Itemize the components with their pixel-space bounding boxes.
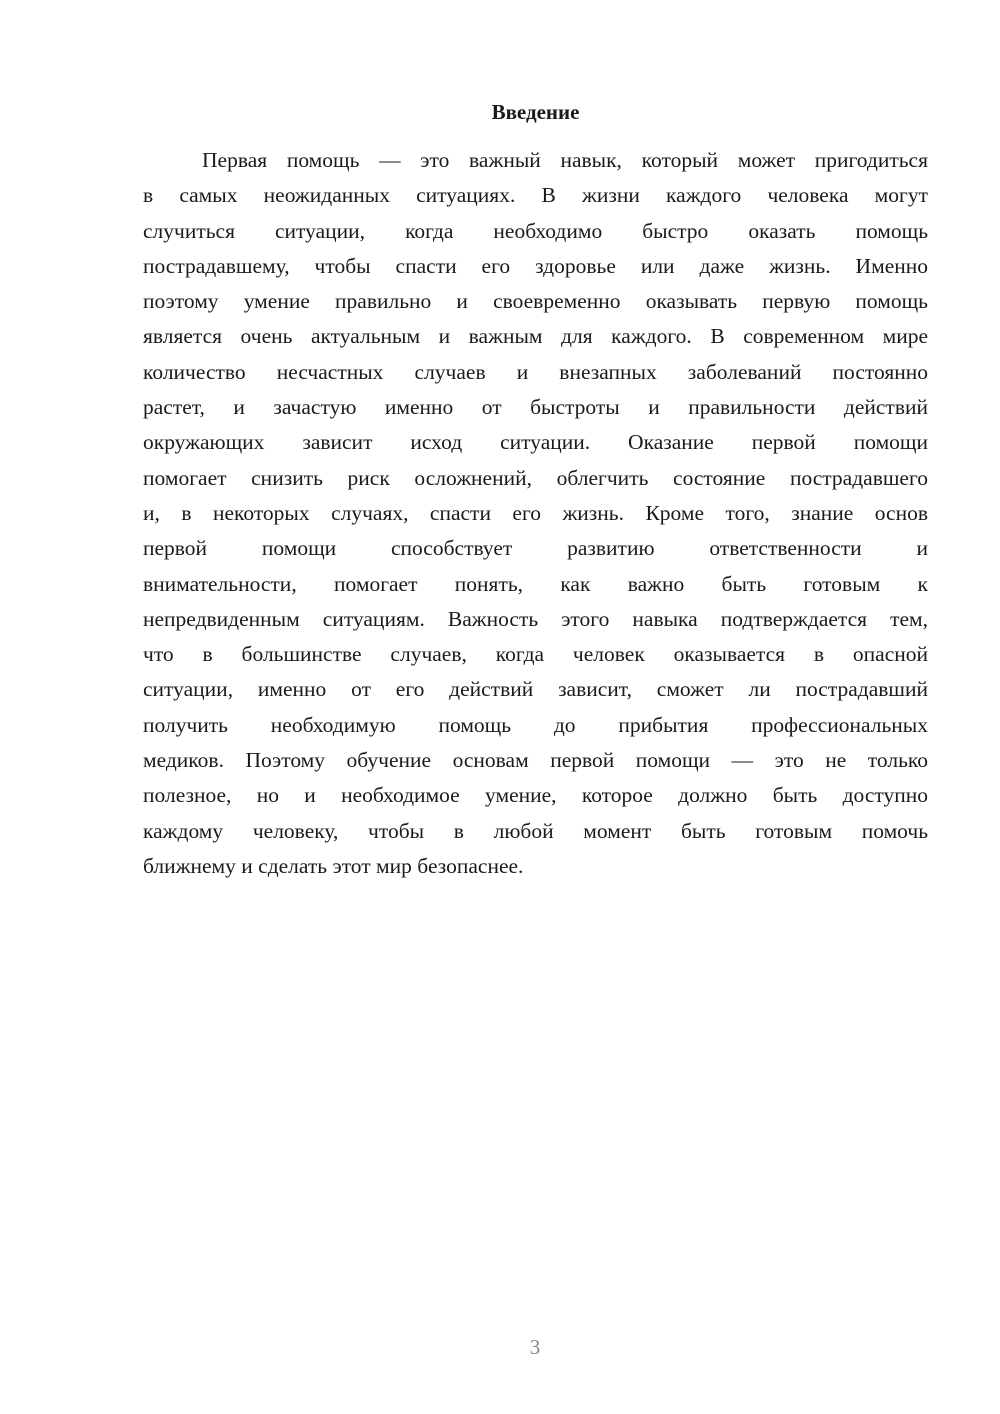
- page-number: 3: [529, 1335, 541, 1359]
- paragraph-line: поэтому умение правильно и своевременно оказывать первую помощь: [143, 289, 928, 314]
- paragraph-line: и, в некоторых случаях, спасти его жизнь. Кроме того, знание основ: [143, 500, 928, 525]
- paragraph-line: ситуации, именно от его действий зависит, сможет ли пострадавший: [143, 677, 928, 702]
- paragraph-line: является очень актуальным и важным для каждого. В современном мире: [143, 324, 928, 349]
- paragraph-line: медиков. Поэтому обучение основам первой помощи — это не только: [143, 748, 928, 773]
- paragraph-line: что в большинстве случаев, когда человек оказывается в опасной: [143, 642, 928, 667]
- paragraph-line: первой помощи способствует развитию ответственности и: [143, 536, 928, 561]
- paragraph-line: количество несчастных случаев и внезапных заболеваний постоянно: [143, 359, 928, 384]
- paragraph-line: пострадавшему, чтобы спасти его здоровье или даже жизнь. Именно: [143, 253, 928, 278]
- paragraph-line: полезное, но и необходимое умение, которое должно быть доступно: [143, 783, 928, 808]
- paragraph-line: каждому человеку, чтобы в любой момент быть готовым помочь: [143, 818, 928, 843]
- paragraph-line: растет, и зачастую именно от быстроты и правильности действий: [143, 395, 928, 420]
- paragraph-line: Первая помощь — это важный навык, который может пригодиться: [202, 148, 928, 172]
- paragraph-line: внимательности, помогает понять, как важно быть готовым к: [143, 571, 928, 596]
- paragraph-line: в самых неожиданных ситуациях. В жизни каждого человека могут: [143, 183, 928, 208]
- body-paragraph: [143, 143, 928, 884]
- paragraph-line: окружающих зависит исход ситуации. Оказание первой помощи: [143, 430, 928, 455]
- section-heading: Введение: [491, 100, 580, 124]
- paragraph-line: случиться ситуации, когда необходимо быстро оказать помощь: [143, 218, 928, 243]
- paragraph-line-last: ближнему и сделать этот мир безопаснее.: [143, 853, 524, 878]
- paragraph-line: получить необходимую помощь до прибытия профессиональных: [143, 712, 928, 737]
- paragraph-line: непредвиденным ситуациям. Важность этого навыка подтверждается тем,: [143, 606, 928, 631]
- paragraph-line: помогает снизить риск осложнений, облегчить состояние пострадавшего: [143, 465, 928, 490]
